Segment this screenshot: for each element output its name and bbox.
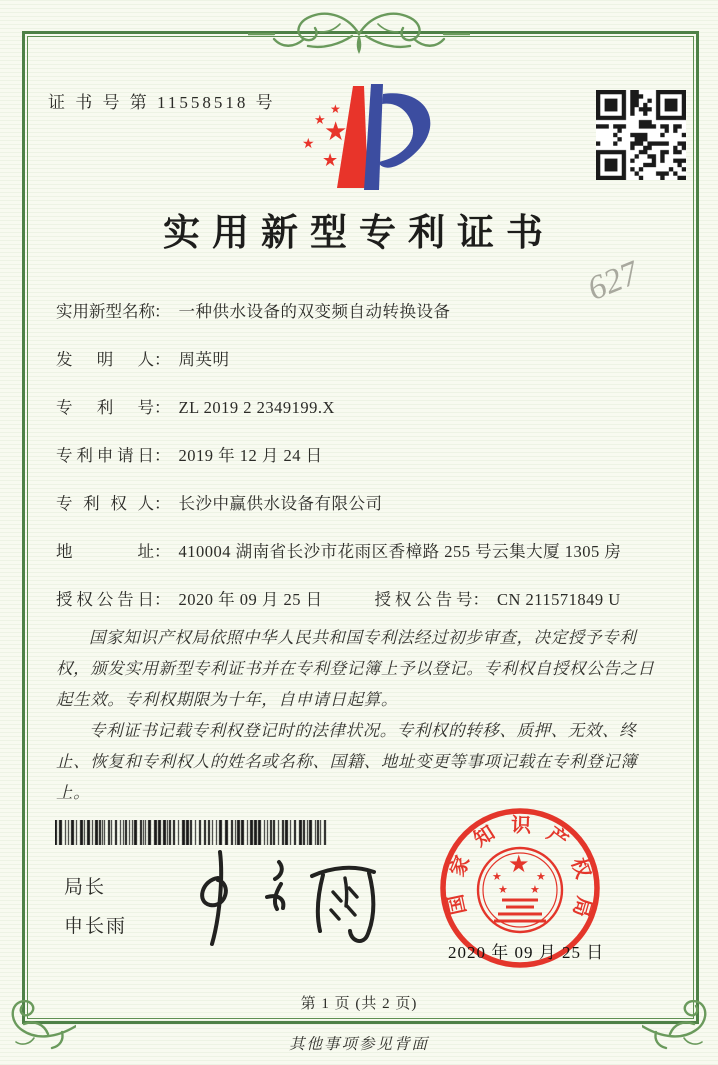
logo-star-small-1: ★: [330, 102, 341, 116]
logo-star-small-4: ★: [322, 150, 339, 170]
field-row-patent-number: 专利号： ZL 2019 2 2349199.X: [56, 394, 666, 418]
field-value: ZL 2019 2 2349199.X: [178, 398, 335, 417]
back-note: 其他事项参见背面: [288, 1036, 429, 1053]
page-info: 第 1 页 (共 2 页): [300, 996, 418, 1012]
legal-paragraph-1: 国家知识产权局依照中华人民共和国专利法经过初步审查，决定授予专利权，颁发实用新型专利证书并在专利登记簿上予以登记。专利权自授权公告之日起生效。专利权期限为十年，自申请日起算。: [56, 628, 655, 709]
field-label: 授权公告日: [56, 590, 154, 609]
field-row-name: 实用新型名称： 一种供水设备的双变频自动转换设备: [56, 298, 666, 322]
svg-text:★: ★: [492, 871, 502, 883]
top-flourish-ornament: [248, 2, 470, 60]
legal-text: [56, 622, 668, 808]
commissioner-name: 申长雨: [64, 916, 128, 937]
seal-text: 国家知识产权局: [444, 814, 596, 922]
field-value: 长沙中赢供水设备有限公司: [178, 494, 383, 513]
pencil-note-text: 627: [582, 254, 644, 308]
field-value: CN 211571849 U: [497, 590, 621, 609]
field-row-inventor: 发明人： 周英明: [56, 346, 666, 370]
commissioner-block: [64, 872, 127, 950]
national-emblem: [478, 848, 562, 932]
field-row-grant: 授权公告日： 2020 年 09 月 25 日 授权公告号： CN 211571849 U: [56, 586, 666, 610]
field-value: 周英明: [178, 350, 230, 369]
legal-paragraph-2: 专利证书记载专利权登记时的法律状况。专利权的转移、质押、无效、终止、恢复和专利权人的姓名或名称、国籍、地址变更等事项记载在专利登记簿上。: [56, 721, 638, 802]
commissioner-title: 局长: [64, 877, 107, 898]
field-row-patentee: 专利权人： 长沙中赢供水设备有限公司: [56, 490, 666, 514]
field-label: 地址: [56, 542, 154, 561]
field-label: 授权公告号: [374, 590, 473, 609]
logo-star-small-2: ★: [314, 112, 326, 127]
field-row-address: 地址： 410004 湖南省长沙市花雨区香樟路 255 号云集大厦 1305 房: [56, 538, 666, 562]
field-label: 专利号: [56, 398, 154, 417]
certificate-number: 证 书 号 第 11558518 号: [48, 93, 276, 112]
field-value: 2019 年 12 月 24 日: [178, 446, 323, 465]
qr-code: [596, 90, 686, 180]
logo-star-large: ★: [324, 117, 348, 146]
svg-text:★: ★: [508, 852, 530, 878]
field-label: 专利权人: [56, 494, 154, 513]
field-label: 发明人: [56, 350, 154, 369]
svg-text:★: ★: [530, 884, 540, 896]
field-row-filing-date: 专利申请日： 2019 年 12 月 24 日: [56, 442, 666, 466]
commissioner-signature: [182, 842, 394, 950]
cnipa-logo: [280, 82, 438, 196]
certificate-title: 实用新型专利证书: [163, 213, 555, 254]
logo-star-small-3: ★: [302, 137, 315, 152]
seal-date: 2020 年 09 月 25 日: [448, 943, 605, 962]
field-value: 一种供水设备的双变频自动转换设备: [178, 302, 451, 321]
field-value: 410004 湖南省长沙市花雨区香樟路 255 号云集大厦 1305 房: [178, 542, 622, 561]
field-label: 专利申请日: [56, 446, 154, 465]
svg-text:★: ★: [536, 871, 546, 883]
field-value: 2020 年 09 月 25 日: [178, 590, 323, 609]
svg-text:★: ★: [498, 884, 508, 896]
field-label: 实用新型名称: [56, 302, 155, 321]
